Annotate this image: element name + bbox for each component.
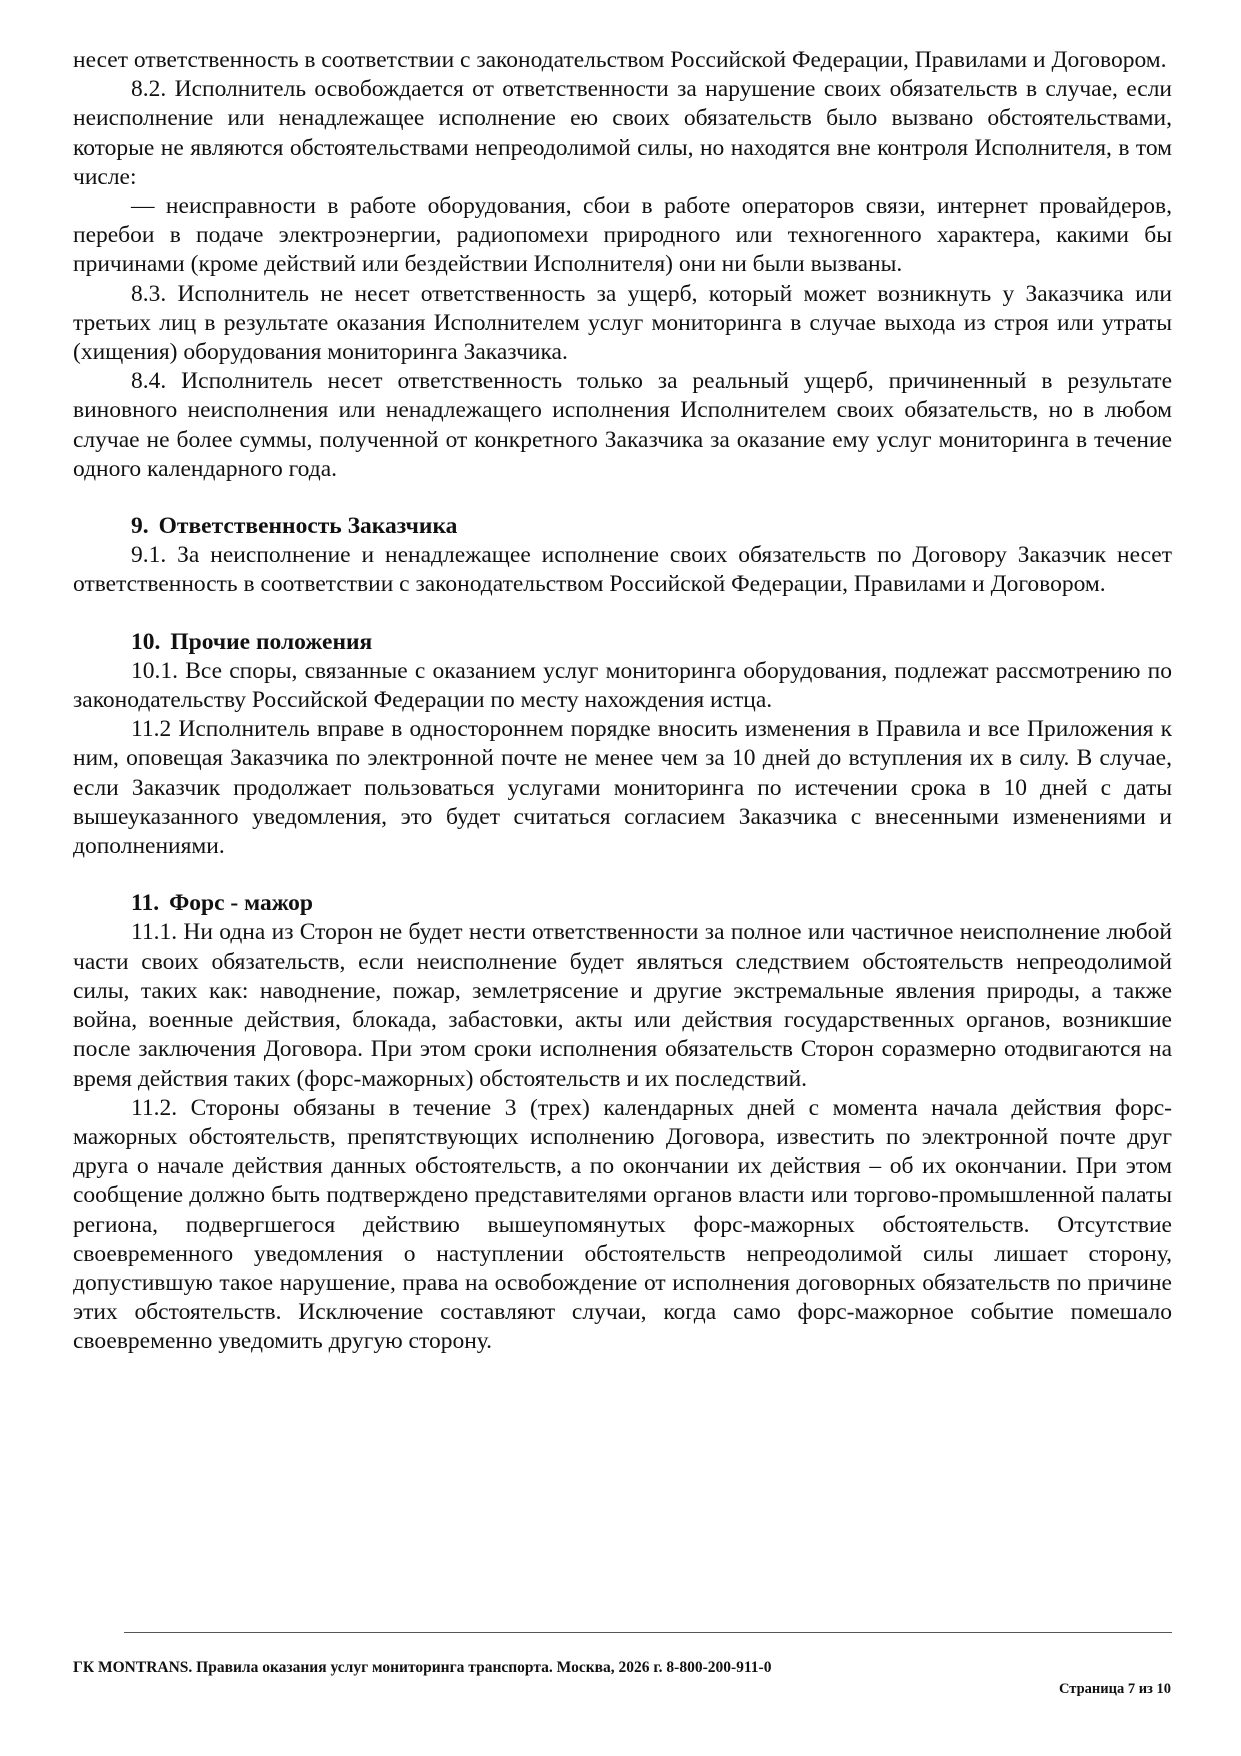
paragraph-11-2: 11.2. Стороны обязаны в течение 3 (трех) календарных дней с момента начала действия форс-мажорных обстоятельств, препятствующих исполнению Договора, известить по электронной почте друг друга о начале действия данных обстоятельств, а по окончании их действия – об их окончании. При этом сообщение должно быть подтверждено представителями органов власти или торгово-промышленной палаты региона, подвергшегося действию вышеупомянутых форс-мажорных обстоятельств. Отсутствие своевременного уведомления о наступлении обстоятельств непреодолимой силы лишает сторону, допустившую такое нарушение, права на освобождение от исполнения договорных обязательств по причине этих обстоятельств. Исключение составляют случаи, когда само форс-мажорное событие помешало своевременно уведомить другую сторону. [73, 1094, 1172, 1355]
footer-divider [124, 1632, 1172, 1633]
section-9-heading [73, 512, 1172, 541]
page-number: Страница 7 из 10 [1058, 1681, 1171, 1697]
document-body [73, 46, 1172, 1357]
paragraph-11-1: 11.1. Ни одна из Сторон не будет нести ответственности за полное или частичное неисполнение любой части своих обязательств, если неисполнение будет являться следствием обстоятельств непреодолимой силы, таких как: наводнение, пожар, землетрясение и другие экстремальные явления природы, а также война, военные действия, блокада, забастовки, акты или действия государственных органов, возникшие после заключения Договора. При этом сроки исполнения обязательств Сторон соразмерно отодвигаются на время действия таких (форс-мажорных) обстоятельств и их последствий. [73, 919, 1172, 1092]
paragraph-8-3: 8.3. Исполнитель не несет ответственность за ущерб, который может возникнуть у Заказчика или третьих лиц в результате оказания Исполнителем услуг мониторинга в случае выхода из строя или утраты (хищения) оборудования мониторинга Заказчика. [73, 280, 1172, 366]
paragraph-8-2: 8.2. Исполнитель освобождается от ответственности за нарушение своих обязательств в случае, если неисполнение или ненадлежащее исполнение ею своих обязательств было вызвано обстоятельствами, которые не являются обстоятельствами непреодолимой силы, но находятся вне контроля Исполнителя, в том числе: [73, 76, 1172, 190]
section-10-number: 10. [131, 628, 161, 655]
paragraph-8-4: 8.4. Исполнитель несет ответственность только за реальный ущерб, причиненный в результате виновного неисполнения или ненадлежащего исполнения Исполнителем своих обязательств, но в любом случае не более суммы, полученной от конкретного Заказчика за оказание ему услуг мониторинга в течение одного календарного года. [73, 368, 1172, 482]
footer-text: ГК MONTRANS. Правила оказания услуг мониторинга транспорта. Москва, 2026 г. 8-800-200-911-0 [73, 1659, 772, 1676]
section-9-title: Ответственность Заказчика [158, 513, 458, 540]
paragraph-11-2-changes: 11.2 Исполнитель вправе в одностороннем порядке вносить изменения в Правила и все Приложения к ним, оповещая Заказчика по электронной почте не менее чем за 10 дней до вступления их в силу. В случае, если Заказчик продолжает пользоваться услугами мониторинга по истечении срока в 10 дней с даты вышеуказанного уведомления, это будет считаться согласием Заказчика с внесенными изменениями и дополнениями. [73, 716, 1172, 860]
paragraph-continuation: несет ответственность в соответствии с законодательством Российской Федерации, Правилами и Договором. [73, 47, 1167, 73]
paragraph-9-1: 9.1. За неисполнение и ненадлежащее исполнение своих обязательств по Договору Заказчик несет ответственность в соответствии с законодательством Российской Федерации, Правилами и Договором. [73, 542, 1172, 598]
section-11-title: Форс - мажор [169, 890, 313, 917]
section-10-title: Прочие положения [170, 628, 373, 655]
section-10-heading [73, 628, 1172, 657]
section-11-number: 11. [131, 890, 160, 917]
paragraph-8-2-list-item: — неисправности в работе оборудования, сбои в работе операторов связи, интернет провайдеров, перебои в подаче электроэнергии, радиопомехи природного или техногенного характера, какими бы причинами (кроме действий или бездействии Исполнителя) они ни были вызваны. [73, 193, 1172, 278]
section-9-number: 9. [131, 513, 149, 540]
paragraph-10-1: 10.1. Все споры, связанные с оказанием услуг мониторинга оборудования, подлежат рассмотрению по законодательству Российской Федерации по месту нахождения истца. [73, 657, 1172, 714]
section-11-heading [73, 889, 1172, 918]
